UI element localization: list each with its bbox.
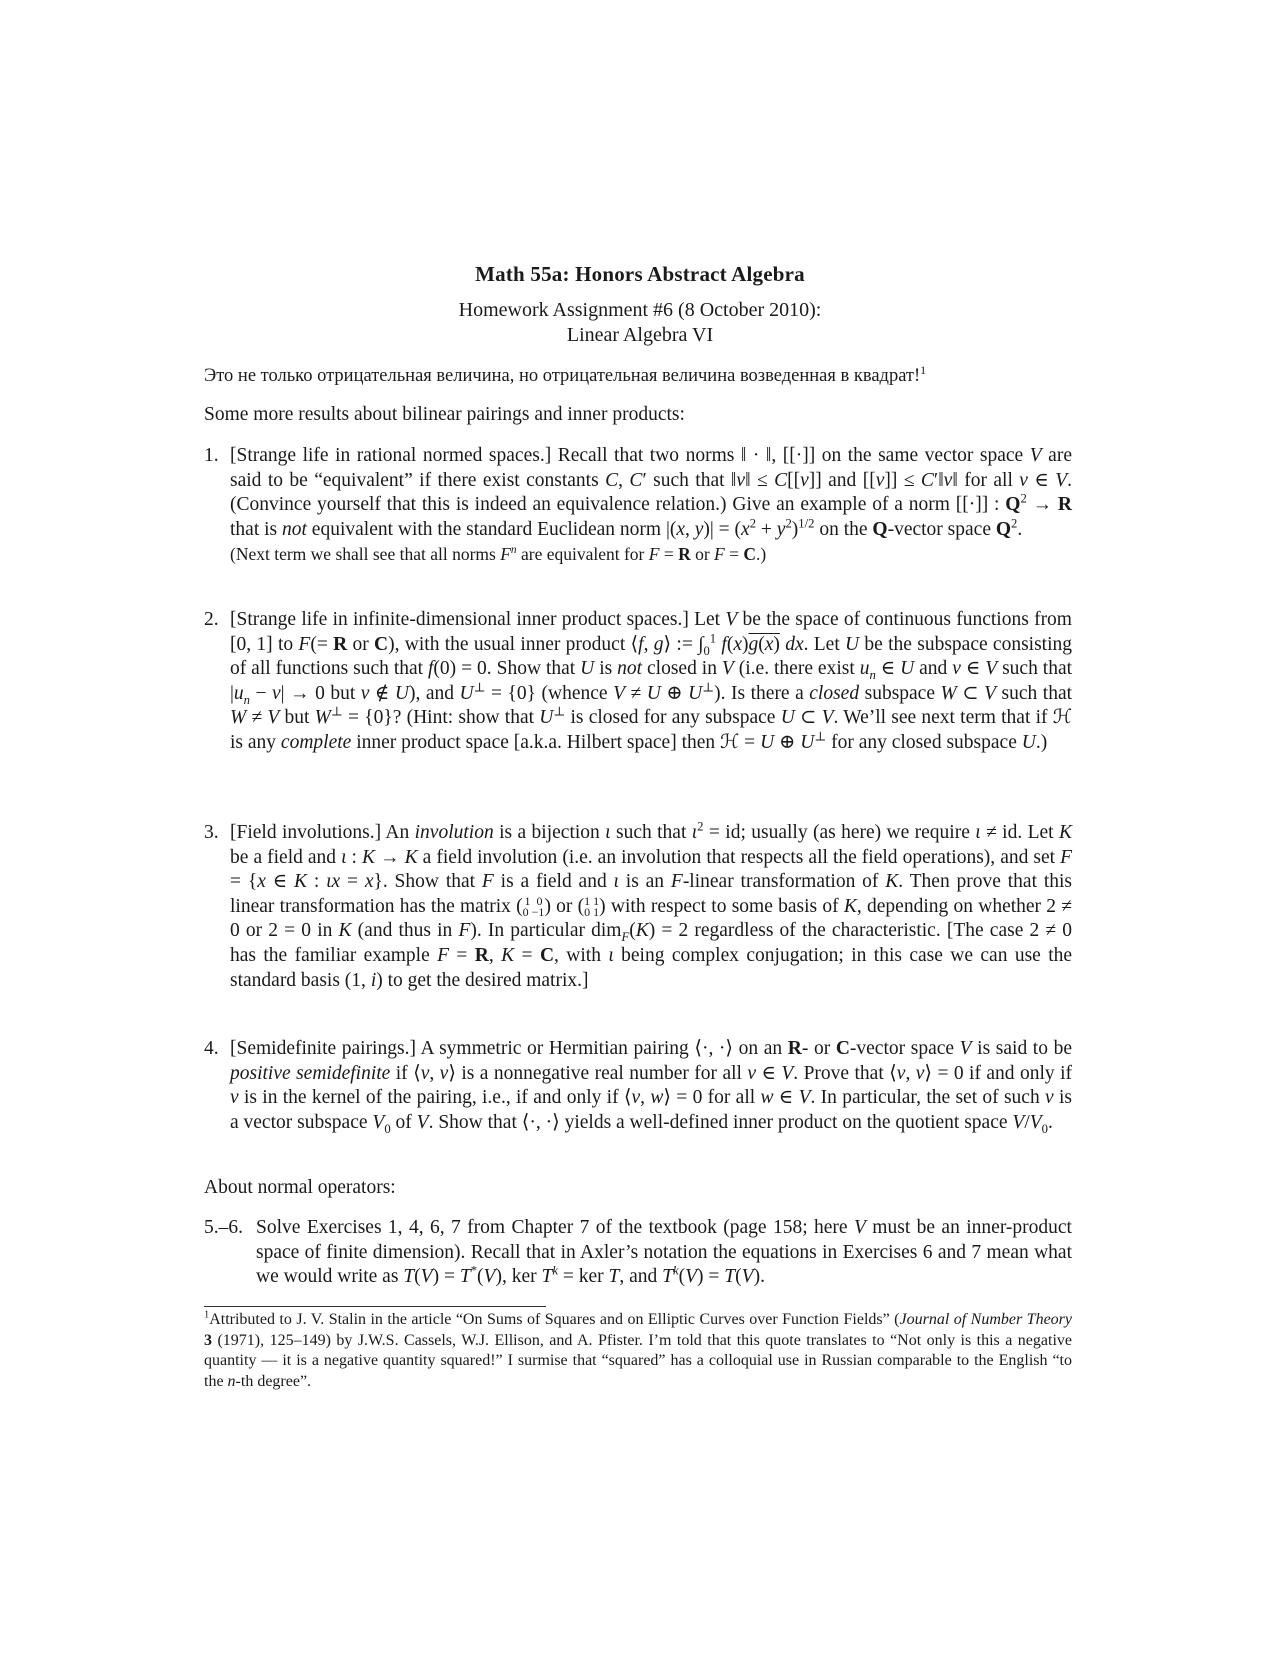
problem-4 bbox=[204, 1037, 1072, 1135]
footnote: $^1$Attributed to J. V. Stalin in the article “On Sums of Squares and on Elliptic Curves over Function Fields” (Journal of Number Theory 3 (1971), 125–149) by J.W.S. Cassels, W.J. Ellison, and A. Pfister. I’m told that this quote translates to “Not only is this a negative quantity — it is a negative quantity squared!” I surmise that “squared” has a colloquial use in Russian comparable to the English “to the n-th degree”. bbox=[204, 1309, 1072, 1390]
problem-number: 4. bbox=[204, 1038, 219, 1059]
problem-1 bbox=[204, 444, 1072, 568]
problem-5-6 bbox=[204, 1216, 1072, 1290]
problem-text: [Field involutions.] An involution is a bijection ι such that $\iota^2$ = id; usually (as here) we require ι ≠ id. Let K be a field and ι : K → K a field involution (i.e. an involution that respects all the field operations), and set F = {x ∈ K : ιx = x}. Show that F is a field and ι is an F-linear transformation of K. Then prove that this linear transformation has the matrix ( 1 0 0 −1 ) or ( 1 1 0 1 ) with respect to some basis of K, depending on whether 2 ≠ 0 or 2 = 0 in K (and thus in F). In particular dim$_F$(K) = 2 regardless of the characteristic. [The case 2 ≠ 0 has the familiar example F = R, K = C, with ι being complex conjugation; in this case we can use the standard basis (1, i) to get the desired matrix.] bbox=[230, 819, 1073, 991]
epigraph-text: Это не только отрицательная величина, но отрицательная величина возведенная в квадрат! bbox=[204, 366, 921, 386]
problem-number: 3. bbox=[204, 822, 219, 843]
section-intro-pairings: Some more results about bilinear pairings and inner products: bbox=[204, 404, 685, 425]
problem-text: [Strange life in rational normed spaces.] Recall that two norms ‖ · ‖, [[·]] on the same vector space V are said to be “equivalent” if there exist constants C, C′ such that ‖v‖ ≤ C[[v]] and [[v]] ≤ C′‖v‖ for all v ∈ V. (Convince yourself that this is indeed an equivalence relation.) Give an example of a norm [[·]] : $Q^2 \to R$ that is not equivalent with the standard Euclidean norm |(x, $y)| = (x^2 + y^2)^{1/2}$ on the Q-vector space $Q^2$. (Next term we shall see that all norms $F^n$ are equivalent for F = R or F = C.) bbox=[230, 445, 1073, 565]
problem-text: Solve Exercises 1, 4, 6, 7 from Chapter 7 of the textbook (page 158; here V must be an inner-product space of finite dimension). Recall that in Axler’s notation the equations in Exercises 6 and 7 mean what we would write as T(V) = T*(V), ker $T^k$ = ker T, and $T^k(V) = T(V)$. bbox=[256, 1217, 1072, 1288]
assignment-topic: Linear Algebra VI bbox=[566, 324, 714, 346]
assignment-line: Homework Assignment #6 (8 October 2010): bbox=[458, 299, 822, 321]
footnote-marker: 1 bbox=[920, 362, 927, 377]
problem-text: [Strange life in infinite-dimensional inner product spaces.] Let V be the space of continuous functions from [0, 1] to F(= R or C), with the usual inner product ⟨f, g⟩ := $\int_0^1$ f(x)g(x) dx. Let U be the subspace consisting of all functions such that f(0) = 0. Show that U is not closed in V (i.e. there exist $u_n$ ∈ U and v ∈ V such that $|u_n - v| \to 0$ but v ∉ U), and U⊥ = {0} (whence V ≠ U ⊕ U⊥). Is there a closed subspace W ⊂ V such that W ≠ V but W⊥ = {0}? (Hint: show that U⊥ is closed for any subspace U ⊂ V. We’ll see next term that if ℋ is any complete inner product space [a.k.a. Hilbert space] then ℋ = U ⊕ U⊥ for any closed subspace U.) bbox=[230, 609, 1073, 753]
problem-number: 2. bbox=[204, 609, 219, 630]
epigraph bbox=[204, 364, 1072, 389]
problem-2 bbox=[204, 608, 1072, 756]
section-intro-normal-operators: About normal operators: bbox=[204, 1177, 396, 1198]
problem-3 bbox=[204, 821, 1072, 993]
footnote-rule bbox=[204, 1306, 546, 1307]
document-title: Math 55a: Honors Abstract Algebra bbox=[475, 262, 805, 286]
problem-text: [Semidefinite pairings.] A symmetric or Hermitian pairing ⟨·, ·⟩ on an R- or C-vector space V is said to be positive semidefinite if ⟨v, v⟩ is a nonnegative real number for all v ∈ V. Prove that ⟨v, v⟩ = 0 if and only if v is in the kernel of the pairing, i.e., if and only if ⟨v, w⟩ = 0 for all w ∈ V. In particular, the set of such v is a vector subspace $V_0$ of V. Show that ⟨·, ·⟩ yields a well-defined inner product on the quotient space $V/V_0$. bbox=[230, 1038, 1073, 1136]
problem-number: 1. bbox=[204, 445, 219, 466]
footnote-marker: 1 bbox=[204, 1309, 210, 1321]
problem-number: 5.–6. bbox=[204, 1217, 243, 1238]
